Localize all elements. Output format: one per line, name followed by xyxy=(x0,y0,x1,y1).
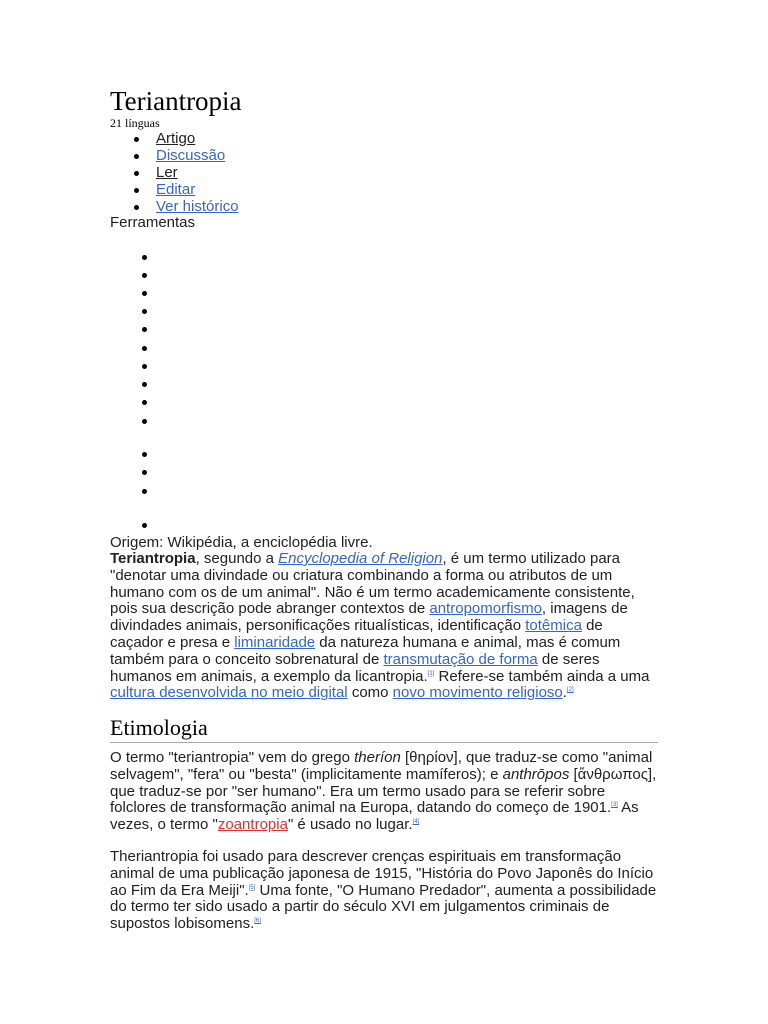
reference-4[interactable] xyxy=(413,819,420,825)
lead-text: da natureza humana e animal, mas é comum também para o conceito sobrenatural de xyxy=(110,633,621,668)
tab-discussao-link[interactable]: Discussão xyxy=(156,147,226,164)
lead-text: de seres humanos em animais, a exemplo da licantropia. xyxy=(110,650,600,685)
link-transmutacao-de-forma[interactable]: transmutação de forma xyxy=(383,650,538,668)
link-antropomorfismo[interactable]: antropomorfismo xyxy=(429,600,542,618)
tab-ver-historico-link[interactable]: Ver histórico xyxy=(156,198,239,215)
reference-1-link[interactable]: [1] xyxy=(427,670,435,677)
link-cultura-digital[interactable]: cultura desenvolvida no meio digital xyxy=(110,684,348,702)
page-title: Teriantropia xyxy=(110,86,242,116)
tools-list-bullet xyxy=(142,523,147,528)
link-encyclopedia-text: Encyclopedia of Religion xyxy=(278,550,443,567)
lead-text: Refere-se também ainda a uma xyxy=(434,667,650,685)
link-encyclopedia-of-religion[interactable] xyxy=(278,550,442,567)
lead-text: como xyxy=(347,684,393,702)
tools-list-bullet xyxy=(142,452,147,457)
link-totemica[interactable]: totêmica xyxy=(525,617,582,635)
greek-term-anthropos: anthrōpos xyxy=(502,765,570,783)
tools-list-bullet xyxy=(142,400,147,405)
tab-ver-historico[interactable] xyxy=(110,198,239,215)
language-selector[interactable]: 21 línguas xyxy=(110,116,160,130)
body-text: As vezes, o termo " xyxy=(110,799,639,834)
lead-text: de caçador e presa e xyxy=(110,617,603,651)
tools-list-bullet xyxy=(142,309,147,314)
tools-list-bullet xyxy=(142,489,147,494)
link-liminaridade[interactable]: liminaridade xyxy=(234,633,316,651)
tools-menu-label[interactable]: Ferramentas xyxy=(110,214,196,231)
section-heading-etimologia: Etimologia xyxy=(110,714,658,743)
tools-list-bullet xyxy=(142,327,147,332)
tab-artigo-link[interactable]: Artigo xyxy=(156,130,196,147)
reference-5-link[interactable]: [5] xyxy=(248,884,256,891)
lead-bold-term: Teriantropia xyxy=(110,550,196,567)
lead-text: , segundo a xyxy=(195,550,279,567)
tab-ler-link[interactable]: Ler xyxy=(156,164,178,181)
body-text: [θηρίον], que traduz-se como "animal selvagem", "fera" ou "besta" (implicitamente mamíferos); e xyxy=(110,749,653,783)
lead-paragraph xyxy=(110,551,658,702)
tools-list-bullet xyxy=(142,255,147,260)
lead-text: , é um termo utilizado para "denotar uma divindade ou criatura combinando a forma ou atributos de um humano com os de um animal". Não é um termo academicamente consistente, pois sua descrição pode abranger contextos de xyxy=(110,550,635,618)
link-zoantropia[interactable]: zoantropia xyxy=(217,816,288,834)
reference-6-link[interactable]: [6] xyxy=(254,918,261,925)
reference-3-link[interactable]: [3] xyxy=(611,802,618,809)
tools-list-bullet xyxy=(142,273,147,278)
tab-artigo[interactable] xyxy=(110,130,239,147)
tab-editar[interactable] xyxy=(110,181,239,198)
etimologia-paragraph-1 xyxy=(110,750,658,834)
reference-6[interactable] xyxy=(254,918,261,924)
reference-2[interactable] xyxy=(567,687,574,693)
greek-term-therion: theríon xyxy=(354,749,401,766)
page-tabs xyxy=(110,130,239,215)
tools-list-bullet xyxy=(142,470,147,475)
link-novo-movimento-religioso[interactable]: novo movimento religioso xyxy=(392,684,563,702)
tools-list-bullet xyxy=(142,291,147,296)
body-text: O termo "teriantropia" vem do grego xyxy=(110,749,355,766)
tab-ler[interactable] xyxy=(110,164,239,181)
etimologia-paragraph-2 xyxy=(110,849,658,933)
tab-editar-link[interactable]: Editar xyxy=(156,181,196,198)
site-subtitle: Origem: Wikipédia, a enciclopédia livre. xyxy=(110,534,373,551)
lead-text: , imagens de divindades animais, personificações ritualísticas, identificação xyxy=(110,600,628,635)
tools-list-bullet xyxy=(142,346,147,351)
body-text: " é usado no lugar. xyxy=(287,816,413,834)
reference-3[interactable] xyxy=(611,802,618,808)
lead-text: . xyxy=(562,684,567,702)
reference-4-link[interactable]: [4] xyxy=(412,819,420,826)
tools-list-bullet xyxy=(142,364,147,369)
tab-discussao[interactable] xyxy=(110,147,239,164)
tools-list-bullet xyxy=(142,419,147,424)
body-text: [ἄνθρωπος], que traduz-se por "ser humano". Era um termo usado para se referir sobre folclores de transformação animal na Europa, datando do começo de 1901. xyxy=(110,765,657,817)
tools-list-bullet xyxy=(142,382,147,387)
body-text: Uma fonte, "O Humano Predador", aumenta a possibilidade do termo ter sido usado a partir do século XVI em julgamentos criminais de supostos lobisomens. xyxy=(110,881,657,933)
body-text: Theriantropia foi usado para descrever crenças espirituais em transformação animal de uma publicação japonesa de 1915, "História do Povo Japonês do Início ao Fim da Era Meiji". xyxy=(110,848,654,899)
reference-2-link[interactable]: [2] xyxy=(566,687,574,694)
